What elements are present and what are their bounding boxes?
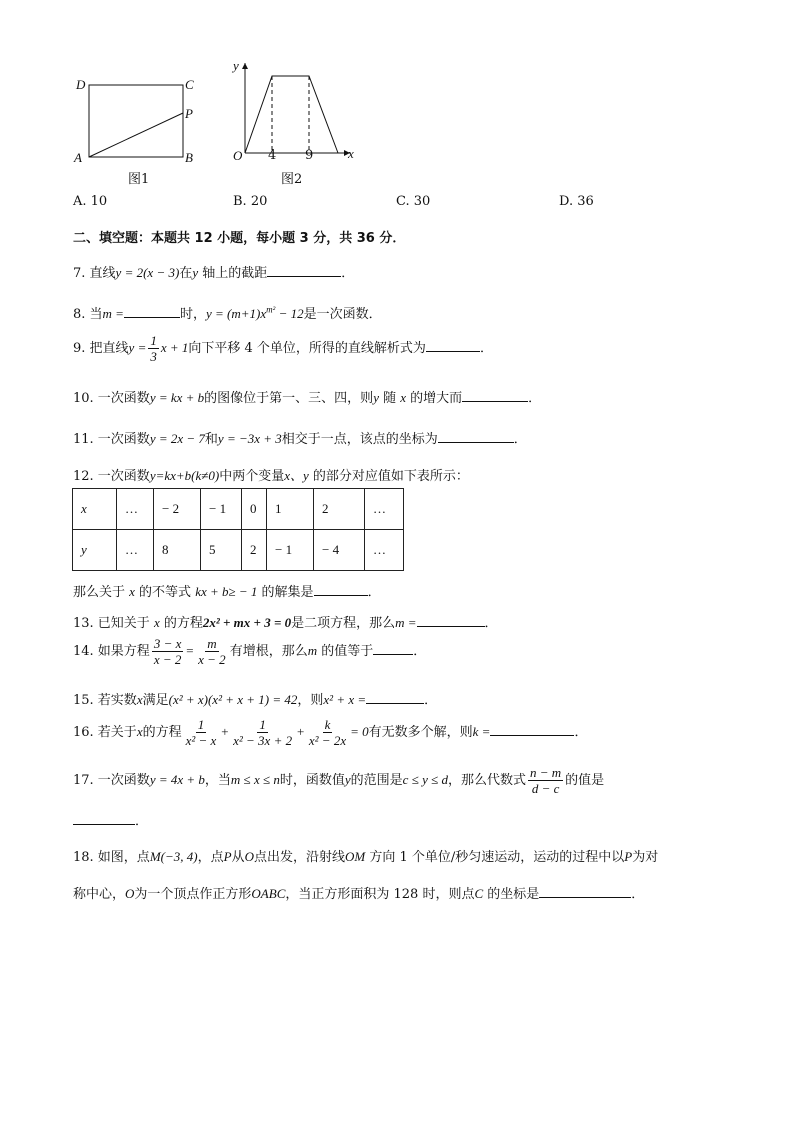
question-16: 16. 若关于x的方程 $\frac{1}{\text{x² − x}}$ + $\frac{1}{\text{x² − 3x + 2}}$ + $\frac{k}{\text{x² − 2x}}$ = 0有无数多个解，则k = ．: [73, 717, 588, 748]
table-cell: 2: [242, 530, 267, 571]
table-cell: 1: [267, 489, 314, 530]
fraction: $\frac{1}{\text{x² − 3x + 2}}$: [233, 717, 293, 748]
answer-blank: [314, 582, 368, 596]
table-cell: − 2: [154, 489, 201, 530]
fig1-label-c: C: [185, 77, 194, 92]
table-cell: 8: [154, 530, 201, 571]
question-13: 13. 已知关于 x 的方程2x² + mx + 3 = 0是二项方程，那么m = ．: [73, 615, 498, 631]
answer-blank: [73, 811, 135, 825]
table-cell: − 1: [267, 530, 314, 571]
question-8: 8. 当m = 时，$y = (m+1)x^{m^2} - 12$是一次函数．: [73, 304, 382, 322]
question-12: 12. 一次函数y=kx+b(k≠0)中两个变量x、y 的部分对应值如下表所示：: [73, 468, 469, 484]
fraction: $\frac{n - m}{d - c}$: [530, 765, 562, 796]
fig2-axis-y: y: [233, 58, 239, 73]
question-18-line-1: 18. 如图，点M(−3, 4)，点P从O点出发，沿射线OM 方向 1 个单位/秒匀速运动，运动的过程中以P为对: [73, 849, 659, 865]
answer-blank: [426, 338, 480, 352]
table-cell: …: [365, 530, 404, 571]
table-cell: y: [73, 530, 117, 571]
answer-blank: [417, 613, 485, 627]
fig1-label-d: D: [76, 77, 86, 92]
fraction: $\frac{m}{x - 2}$: [198, 636, 226, 667]
section-title: 二、填空题：本题共 12 小题，每小题 3 分，共 36 分．: [73, 231, 406, 246]
question-14: 14. 如果方程 $\frac{3 - x}{x - 2}$ = $\frac{m}{x - 2}$ 有增根，那么m 的值等于 ．: [73, 636, 427, 667]
table-cell: …: [117, 530, 154, 571]
question-17: 17. 一次函数y = 4x + b，当m ≤ x ≤ n时，函数值y的范围是c ≤ y ≤ d，那么代数式 $\frac{n - m}{d - c}$ 的值是: [73, 765, 605, 796]
fig1-label-a: A: [74, 150, 82, 165]
table-cell: 5: [201, 530, 242, 571]
fig2-caption: 图2: [281, 172, 303, 187]
answer-blank: [366, 690, 424, 704]
fraction: $\frac{3 - x}{x - 2}$: [153, 636, 182, 667]
answer-blank: [539, 884, 631, 898]
table-cell: 2: [314, 489, 365, 530]
question-17-answer: ．: [73, 810, 148, 829]
fig1-label-p: P: [185, 106, 193, 121]
table-cell: − 1: [201, 489, 242, 530]
answer-blank: [124, 304, 180, 318]
answer-blank: [438, 429, 514, 443]
fig1-label-b: B: [185, 150, 193, 165]
question-10: 10. 一次函数y = kx + b的图像位于第一、三、四，则y 随 x 的增大而 ．: [73, 390, 542, 406]
fig2-origin: O: [233, 148, 243, 163]
fig2-tick-4: 4: [268, 148, 277, 163]
table-cell: …: [117, 489, 154, 530]
table-cell: x: [73, 489, 117, 530]
table-row: [73, 530, 404, 571]
fig1-caption: 图1: [128, 172, 150, 187]
fraction: $\frac{k}{\text{x² − 2x}}$: [308, 717, 347, 748]
fig2-axis-x: x: [348, 146, 354, 161]
question-7: 7. 直线y = 2(x − 3)在y 轴上的截距 ．: [73, 265, 355, 281]
answer-blank: [462, 388, 528, 402]
answer-blank: [490, 722, 574, 736]
option-c: C. 30: [396, 194, 431, 209]
answer-blank: [373, 641, 413, 655]
question-12-inequality: 那么关于 x 的不等式 kx + b≥ − 1 的解集是 ．: [73, 584, 381, 600]
figure-2: [230, 60, 360, 170]
table-row: [73, 489, 404, 530]
table-cell: 0: [242, 489, 267, 530]
option-a: A. 10: [73, 194, 108, 209]
fig2-tick-9: 9: [305, 148, 314, 163]
fraction: $\frac{1}{\text{x² − x}}$: [185, 717, 217, 748]
option-d: D. 36: [559, 194, 594, 209]
table-cell: − 4: [314, 530, 365, 571]
table-cell: …: [365, 489, 404, 530]
option-b: B. 20: [233, 194, 268, 209]
question-15: 15. 若实数x满足(x² + x)(x² + x + 1) = 42，则x² + x = ．: [73, 692, 438, 708]
fraction: $\frac{1}{3}$: [150, 333, 157, 364]
question-18-line-2: 称中心，O为一个顶点作正方形OABC，当正方形面积为 128 时，则点C 的坐标是 ．: [73, 886, 645, 902]
answer-blank: [267, 263, 341, 277]
question-9: 9. 把直线y = $\frac{1}{3}$ x + 1向下平移 4 个单位，所得的直线解析式为 ．: [73, 333, 493, 364]
value-table: [72, 488, 404, 571]
question-11: 11. 一次函数y = 2x − 7和y = −3x + 3相交于一点，该点的坐标为 ．: [73, 431, 527, 447]
